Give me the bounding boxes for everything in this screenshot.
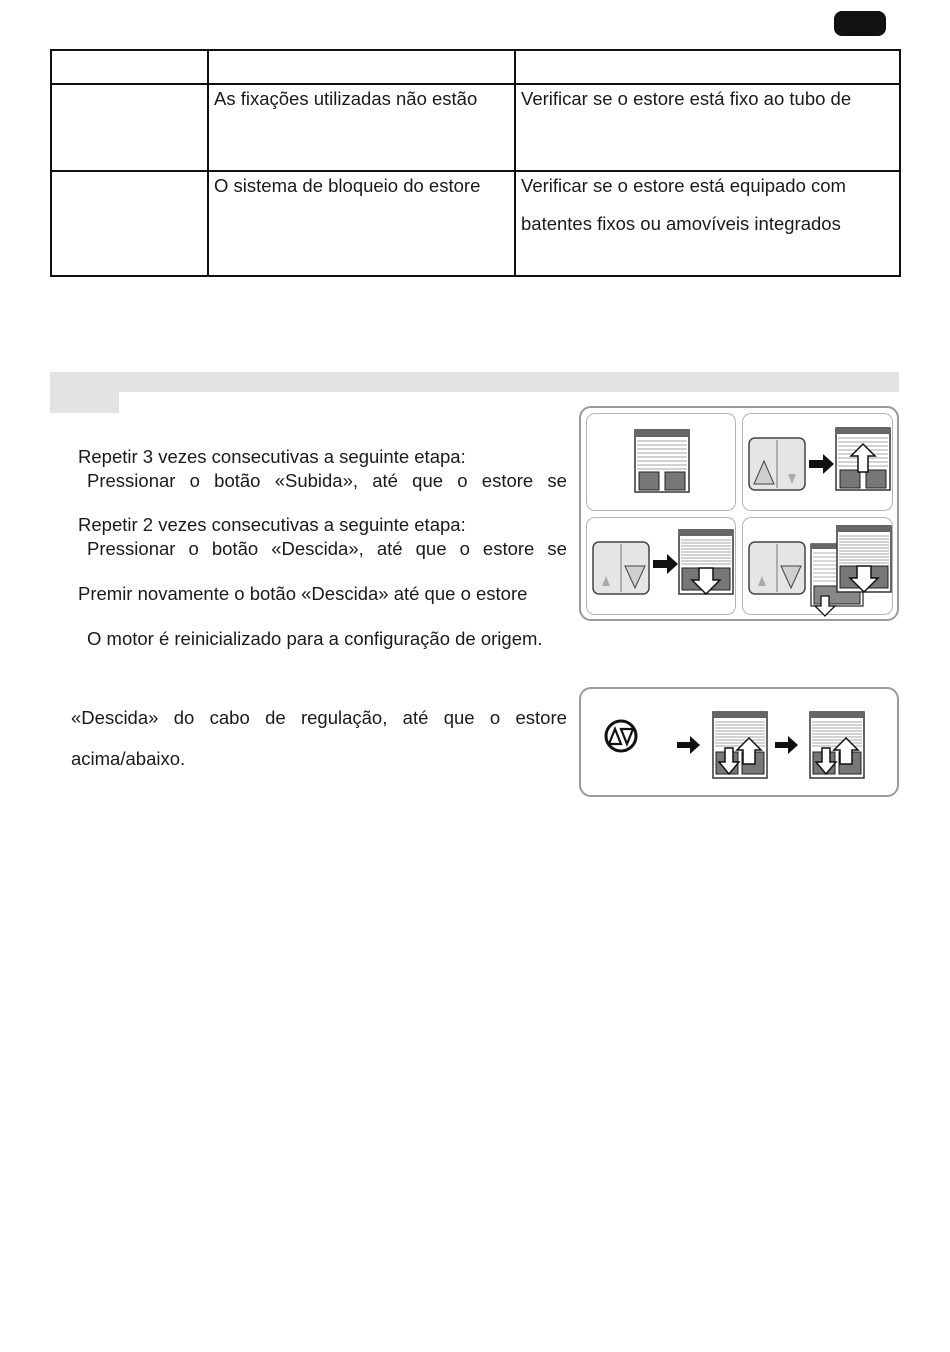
step2-intro: Repetir 2 vezes consecutivas a seguinte etapa: xyxy=(78,514,466,535)
table-row-1-cause: As fixações utilizadas não estão xyxy=(214,88,478,109)
table-row-1-solution: Verificar se o estore está fixo ao tubo de xyxy=(521,88,852,109)
adjust-illustration-panel xyxy=(579,687,899,797)
illustration-step-3 xyxy=(742,517,893,615)
adjust-line-1: «Descida» do cabo de regulação, até que o estore xyxy=(71,707,567,728)
section-header-tab xyxy=(50,392,119,413)
table-row-2-solution-line-1: Verificar se o estore está equipado com xyxy=(521,175,846,196)
step3-text: Premir novamente o botão «Descida» até que o estore xyxy=(78,583,528,604)
reset-illustration-panel xyxy=(579,406,899,621)
illustration-step-0 xyxy=(586,413,736,511)
reset-result-text: O motor é reinicializado para a configuração de origem. xyxy=(87,628,543,649)
troubleshooting-table xyxy=(50,49,901,277)
roller-shutter-icon xyxy=(743,518,894,616)
roller-shutter-icon xyxy=(743,414,894,512)
roller-shutter-icon xyxy=(587,518,737,616)
table-row-2-solution-line-2: batentes fixos ou amovíveis integrados xyxy=(521,213,841,234)
illustration-step-1 xyxy=(742,413,893,511)
step1-intro: Repetir 3 vezes consecutivas a seguinte etapa: xyxy=(78,446,466,467)
roller-shutter-icon xyxy=(581,689,901,799)
roller-shutter-icon xyxy=(587,414,737,512)
step1-action: Pressionar o botão «Subida», até que o estore se xyxy=(87,470,567,491)
illustration-step-2 xyxy=(586,517,736,615)
table-row-2-cause: O sistema de bloqueio do estore xyxy=(214,175,481,196)
step2-action: Pressionar o botão «Descida», até que o estore se xyxy=(87,538,567,559)
adjust-line-2: acima/abaixo. xyxy=(71,748,186,769)
page-number-badge xyxy=(834,11,886,36)
section-header-bar xyxy=(50,372,899,392)
